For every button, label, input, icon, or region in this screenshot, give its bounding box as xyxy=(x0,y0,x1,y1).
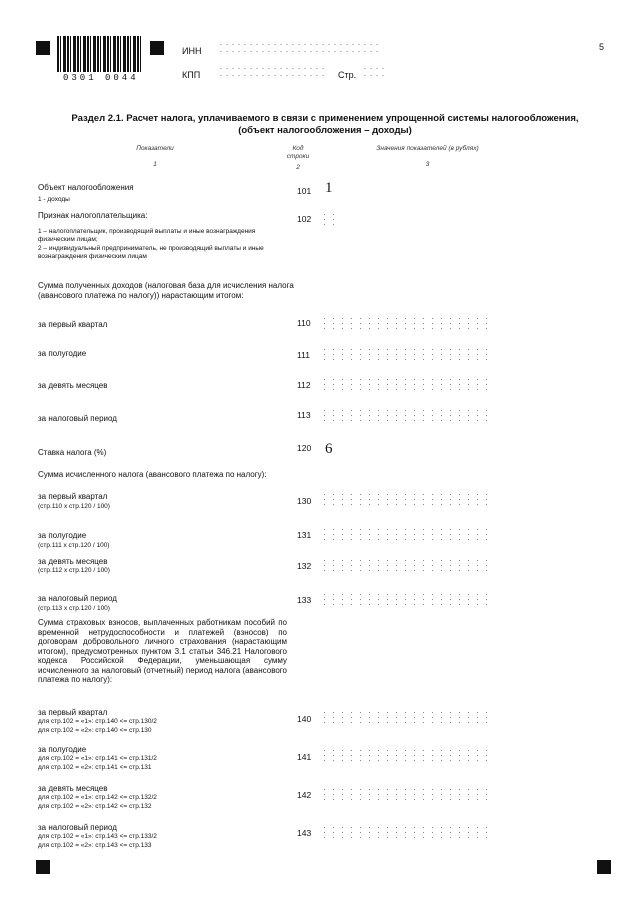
row-111-code: 111 xyxy=(297,350,310,360)
page-number: 5 xyxy=(599,42,605,52)
column-header-indicators: Показатели xyxy=(136,145,174,152)
row-140-sub1: для стр.102 = «1»: стр.140 <= стр.130/2 xyxy=(38,718,157,725)
row-141-label: за полугодие xyxy=(38,745,87,754)
row-141-sub2: для стр.102 = «2»: стр.141 <= стр.131 xyxy=(38,764,152,771)
corner-marker-top-mid xyxy=(150,41,164,55)
row-102-code: 102 xyxy=(297,214,312,224)
row-131-label: за полугодие xyxy=(38,531,87,540)
row-110-code: 110 xyxy=(297,318,311,328)
row-140-sub2: для стр.102 = «2»: стр.140 <= стр.130 xyxy=(38,727,152,734)
row-101-label: Объект налогообложения xyxy=(38,183,134,192)
row-112-label: за девять месяцев xyxy=(38,381,108,390)
row-131-code: 131 xyxy=(297,530,312,540)
barcode xyxy=(57,36,142,72)
row-142-field[interactable] xyxy=(320,787,495,803)
row-101-value[interactable]: 1 xyxy=(325,180,333,196)
row-130-code: 130 xyxy=(297,496,312,506)
row-110-field[interactable] xyxy=(320,316,495,332)
row-133-field[interactable] xyxy=(320,592,495,608)
insurance-header: Сумма страховых взносов, выплаченных работникам пособий по временной нетрудоспособности и платежей (взносов) по договорам добровольного личного страхования (нарастающим итогом), предусмотренных пунктом 3.1 статьи 346.21 Налогового кодекса Российской Федерации, уменьшающая сумму исчисленного за налоговый (отчетный) период налога (авансового платежа по налогу): xyxy=(38,618,287,684)
row-130-sub: (стр.110 х стр.120 / 100) xyxy=(38,503,110,510)
row-113-field[interactable] xyxy=(320,408,495,424)
page-label: Стр. xyxy=(338,70,357,80)
row-110-label: за первый квартал xyxy=(38,320,108,329)
corner-marker-bottom-left xyxy=(36,860,50,874)
kpp-label: КПП xyxy=(182,70,201,80)
row-111-label: за полугодие xyxy=(38,349,87,358)
row-112-field[interactable] xyxy=(320,377,495,393)
row-143-code: 143 xyxy=(297,828,312,838)
column-header-values-num: 3 xyxy=(425,161,430,168)
row-143-field[interactable] xyxy=(320,825,495,841)
row-133-label: за налоговый период xyxy=(38,594,117,603)
row-141-field[interactable] xyxy=(320,748,495,764)
row-130-field[interactable] xyxy=(320,492,495,508)
row-140-field[interactable] xyxy=(320,710,495,726)
row-133-sub: (стр.113 х стр.120 / 100) xyxy=(38,605,110,612)
column-header-code: Код строки xyxy=(286,145,310,160)
row-113-label: за налоговый период xyxy=(38,414,117,423)
section-title xyxy=(30,113,620,137)
row-142-sub1: для стр.102 = «1»: стр.142 <= стр.132/2 xyxy=(38,794,157,801)
row-120-value[interactable]: 6 xyxy=(325,441,333,457)
row-113-code: 113 xyxy=(297,410,311,420)
row-102-sub1: 1 – налогоплательщик, производящий выплаты и иные вознаграждения физическим лицам; xyxy=(38,228,256,243)
row-132-field[interactable] xyxy=(320,558,495,574)
row-132-code: 132 xyxy=(297,561,312,571)
row-142-code: 142 xyxy=(297,790,312,800)
row-143-sub1: для стр.102 = «1»: стр.143 <= стр.133/2 xyxy=(38,833,157,840)
row-140-label: за первый квартал xyxy=(38,708,108,717)
row-142-sub2: для стр.102 = «2»: стр.142 <= стр.132 xyxy=(38,803,152,810)
row-140-code: 140 xyxy=(297,714,312,724)
row-141-code: 141 xyxy=(297,752,312,762)
row-101-code: 101 xyxy=(297,186,312,196)
row-143-sub2: для стр.102 = «2»: стр.143 <= стр.133 xyxy=(38,842,152,849)
column-header-values: Значения показателей (в рублях) xyxy=(376,145,479,152)
inn-field[interactable] xyxy=(218,41,378,55)
column-header-indicators-num: 1 xyxy=(153,161,157,168)
income-header: Сумма полученных доходов (налоговая база для исчисления налога (авансового платежа по налогу)) нарастающим итогом: xyxy=(38,281,294,300)
row-133-code: 133 xyxy=(297,595,312,605)
barcode-number: 0301 0044 xyxy=(63,73,139,83)
row-131-sub: (стр.111 х стр.120 / 100) xyxy=(38,542,110,549)
row-120-label: Ставка налога (%) xyxy=(38,448,107,457)
row-142-label: за девять месяцев xyxy=(38,784,108,793)
row-143-label: за налоговый период xyxy=(38,823,117,832)
corner-marker-top-left xyxy=(36,41,50,55)
row-111-field[interactable] xyxy=(320,347,495,363)
row-130-label: за первый квартал xyxy=(38,492,108,501)
row-132-label: за девять месяцев xyxy=(38,557,108,566)
row-101-sub: 1 - доходы xyxy=(38,196,70,203)
section-title-line2: (объект налогообложения – доходы) xyxy=(238,125,412,136)
row-112-code: 112 xyxy=(297,380,311,390)
row-132-sub: (стр.112 х стр.120 / 100) xyxy=(38,567,110,574)
row-102-sub2: 2 – индивидуальный предприниматель, не производящий выплаты и иные вознаграждения физическим лицам xyxy=(38,245,264,260)
row-120-code: 120 xyxy=(297,443,312,453)
tax-header: Сумма исчисленного налога (авансового платежа по налогу): xyxy=(38,470,267,479)
corner-marker-bottom-right xyxy=(597,860,611,874)
inn-label: ИНН xyxy=(182,46,202,56)
page-field[interactable] xyxy=(362,65,386,79)
row-102-label: Признак налогоплательщика: xyxy=(38,211,148,220)
row-141-sub1: для стр.102 = «1»: стр.141 <= стр.131/2 xyxy=(38,755,157,762)
row-131-field[interactable] xyxy=(320,527,495,543)
row-102-field[interactable] xyxy=(320,212,334,228)
kpp-field[interactable] xyxy=(218,65,326,79)
column-header-code-num: 2 xyxy=(296,164,300,171)
section-title-line1: Раздел 2.1. Расчет налога, уплачиваемого в связи с применением упрощенной системы налогообложения, xyxy=(71,113,579,124)
